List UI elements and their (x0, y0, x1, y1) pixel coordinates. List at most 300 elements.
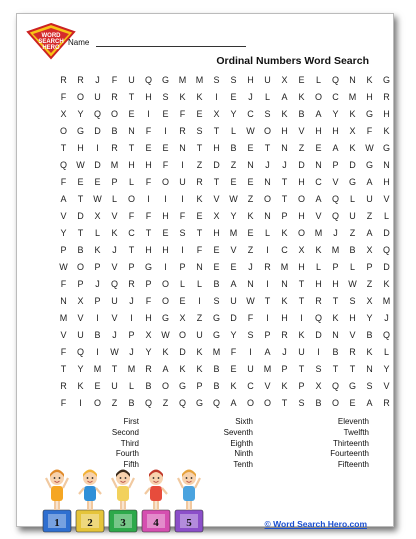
grid-letter: I (164, 194, 167, 204)
grid-letter: O (297, 194, 305, 204)
grid-letter: V (298, 126, 305, 136)
grid-letter: V (349, 330, 356, 340)
grid-letter: Q (331, 211, 339, 221)
grid-letter: J (112, 330, 117, 340)
grid-letter: B (213, 279, 220, 289)
grid-letter: K (281, 109, 288, 119)
grid-letter: V (383, 381, 390, 391)
grid-letter: K (196, 92, 203, 102)
grid-letter: J (95, 279, 100, 289)
grid-letter: I (249, 347, 252, 357)
grid-letter: M (195, 75, 204, 85)
grid-letter: P (281, 364, 288, 374)
grid-letter: O (161, 177, 169, 187)
grid-letter: T (60, 143, 67, 153)
grid-letter: O (263, 194, 271, 204)
grid-letter: E (315, 143, 322, 153)
grid-letter: B (128, 398, 135, 408)
grid-letter: H (315, 279, 322, 289)
kid-leg (190, 500, 193, 510)
word-list-column-3 (330, 417, 369, 471)
grid-letter: T (128, 143, 135, 153)
copyright-link[interactable]: © Word Search Hero.com (264, 519, 367, 529)
grid-letter: R (383, 398, 390, 408)
grid-letter: L (179, 279, 185, 289)
grid-letter: H (128, 160, 135, 170)
grid-letter: O (314, 92, 322, 102)
grid-letter: K (298, 330, 305, 340)
grid-letter: X (145, 330, 152, 340)
grid-letter: F (60, 177, 67, 187)
kid-eye (92, 477, 94, 479)
grid-letter: T (60, 364, 67, 374)
grid-letter: O (263, 126, 271, 136)
grid-letter: B (77, 245, 84, 255)
grid-letter: D (213, 160, 220, 170)
grid-letter: H (383, 109, 390, 119)
grid-letter: Y (383, 364, 390, 374)
grid-letter: Z (230, 160, 237, 170)
grid-letter: L (196, 279, 202, 289)
grid-letter: N (281, 143, 288, 153)
grid-letter: E (162, 228, 169, 238)
grid-letter: N (60, 296, 67, 306)
grid-letter: F (145, 296, 152, 306)
kid-leg (186, 500, 189, 510)
grid-letter: O (263, 398, 271, 408)
kid-leg (91, 500, 94, 510)
kid-leg (87, 500, 90, 510)
grid-letter: Q (331, 381, 339, 391)
grid-letter: E (213, 262, 220, 272)
grid-letter: D (298, 160, 305, 170)
grid-letter: K (281, 296, 288, 306)
grid-letter: E (94, 177, 101, 187)
grid-letter: W (93, 194, 102, 204)
grid-letter: D (94, 126, 101, 136)
grid-letter: E (94, 381, 101, 391)
grid-letter: R (128, 279, 135, 289)
grid-letter: B (366, 330, 373, 340)
grid-letter: G (382, 143, 390, 153)
grid-letter: X (281, 75, 288, 85)
grid-letter: K (383, 126, 390, 136)
logo-text: SEARCH (38, 39, 64, 45)
grid-letter: T (298, 296, 305, 306)
grid-letter: B (145, 381, 152, 391)
word-list-item: Eleventh (337, 417, 369, 426)
grid-letter: I (96, 313, 99, 323)
grid-letter: K (383, 279, 390, 289)
grid-letter: S (213, 296, 220, 306)
grid-letter: A (281, 92, 288, 102)
grid-letter: M (331, 245, 340, 255)
grid-letter: H (298, 262, 305, 272)
grid-letter: F (60, 398, 67, 408)
word-list-item: Twelfth (343, 427, 369, 437)
grid-letter: E (349, 398, 356, 408)
grid-letter: F (60, 92, 67, 102)
word-list-item: Second (111, 427, 139, 437)
grid-letter: U (111, 296, 118, 306)
kid-arm (162, 488, 167, 494)
grid-letter: W (76, 160, 85, 170)
grid-letter: J (129, 296, 134, 306)
grid-letter: E (247, 143, 254, 153)
grid-letter: Z (111, 398, 118, 408)
grid-letter: A (366, 228, 373, 238)
grid-letter: G (365, 109, 373, 119)
grid-letter: H (298, 177, 305, 187)
grid-letter: P (366, 262, 373, 272)
grid-letter: M (263, 364, 272, 374)
grid-letter: I (164, 262, 167, 272)
grid-letter: E (162, 143, 169, 153)
grid-letter: O (93, 398, 101, 408)
grid-letter: E (230, 364, 237, 374)
grid-letter: L (315, 75, 321, 85)
grid-letter: S (349, 296, 356, 306)
word-list-column-1 (112, 417, 139, 471)
grid-letter: K (247, 211, 254, 221)
name-label: Name (68, 38, 90, 47)
grid-letter: O (76, 262, 84, 272)
grid-letter: I (96, 347, 99, 357)
grid-letter: V (111, 211, 118, 221)
grid-letter: I (266, 313, 269, 323)
grid-letter: U (230, 296, 237, 306)
grid-letter: W (110, 347, 119, 357)
grid-letter: U (264, 75, 271, 85)
grid-letter: W (365, 143, 374, 153)
grid-letter: Z (162, 398, 169, 408)
grid-letter: Q (382, 245, 390, 255)
grid-letter: B (349, 245, 356, 255)
grid-letter: E (128, 109, 135, 119)
grid-letter: P (264, 330, 271, 340)
grid-letter: A (315, 194, 322, 204)
grid-letter: T (196, 143, 203, 153)
grid-letter: K (77, 381, 84, 391)
grid-letter: K (366, 347, 373, 357)
logo-text: HERO (42, 45, 60, 51)
grid-letter: E (77, 177, 84, 187)
grid-letter: T (332, 364, 339, 374)
grid-letter: H (145, 160, 152, 170)
grid-letter: K (315, 245, 322, 255)
kid-body (117, 486, 129, 501)
grid-letter: H (213, 143, 220, 153)
grid-letter: N (315, 160, 322, 170)
grid-letter: N (332, 330, 339, 340)
grid-letter: R (349, 347, 356, 357)
grid-letter: K (332, 313, 339, 323)
grid-letter: Y (366, 313, 373, 323)
grid-letter: T (196, 228, 203, 238)
logo-text: WORD (41, 33, 61, 39)
grid-letter: I (181, 194, 184, 204)
grid-letter: Z (247, 245, 254, 255)
grid-letter: U (94, 92, 101, 102)
grid-letter: P (94, 296, 101, 306)
grid-letter: T (264, 143, 271, 153)
grid-letter: F (162, 160, 169, 170)
grid-letter: W (161, 330, 170, 340)
grid-letter: G (348, 381, 356, 391)
grid-letter: R (60, 381, 67, 391)
grid-letter: A (230, 398, 237, 408)
grid-letter: K (162, 347, 169, 357)
grid-letter: S (298, 398, 305, 408)
grid-letter: M (178, 75, 187, 85)
grid-letter: P (332, 160, 339, 170)
grid-letter: B (94, 330, 101, 340)
grid-letter: Y (77, 109, 84, 119)
grid-letter: H (247, 75, 254, 85)
grid-letter: P (111, 177, 118, 187)
grid-letter: Q (59, 160, 67, 170)
grid-letter: P (128, 262, 135, 272)
grid-letter: S (264, 109, 271, 119)
grid-letter: O (178, 330, 186, 340)
grid-letter: T (128, 92, 135, 102)
grid-letter: I (181, 245, 184, 255)
grid-letter: P (332, 262, 339, 272)
grid-letter: O (127, 194, 135, 204)
grid-letter: J (333, 228, 338, 238)
grid-letter: R (111, 143, 118, 153)
kid-arm (145, 488, 150, 494)
grid-letter: J (265, 160, 270, 170)
grid-letter: A (332, 143, 339, 153)
grid-letter: I (266, 279, 269, 289)
grid-letter: C (128, 228, 135, 238)
grid-letter: M (382, 296, 391, 306)
grid-letter: V (315, 211, 322, 221)
word-list-item: Ninth (234, 449, 253, 459)
grid-letter: K (179, 92, 186, 102)
grid-letter: M (229, 228, 238, 238)
grid-letter: L (230, 126, 236, 136)
grid-letter: U (179, 177, 186, 187)
grid-letter: H (366, 92, 373, 102)
grid-letter: F (366, 126, 373, 136)
grid-letter: F (247, 313, 254, 323)
grid-letter: H (162, 211, 169, 221)
grid-letter: H (162, 245, 169, 255)
grid-letter: Q (110, 279, 118, 289)
grid-letter: V (111, 262, 118, 272)
grid-letter: D (77, 211, 84, 221)
grid-letter: Q (314, 313, 322, 323)
grid-letter: I (300, 313, 303, 323)
grid-letter: R (60, 75, 67, 85)
grid-letter: V (383, 194, 390, 204)
grid-letter: N (383, 160, 390, 170)
grid-letter: D (383, 262, 390, 272)
grid-letter: R (179, 126, 186, 136)
kid-arm (79, 488, 84, 494)
grid-letter: P (179, 262, 186, 272)
grid-letter: C (315, 177, 322, 187)
grid-letter: T (213, 126, 220, 136)
grid-letter: T (349, 364, 356, 374)
grid-letter: H (332, 126, 339, 136)
grid-letter: Y (230, 109, 237, 119)
grid-letter: J (129, 347, 134, 357)
grid-letter: C (281, 245, 288, 255)
kid-body (84, 486, 96, 501)
kid-eye (191, 477, 193, 479)
word-list-item: Fourteenth (330, 449, 369, 459)
grid-letter: X (213, 211, 220, 221)
grid-letter: P (60, 245, 67, 255)
grid-letter: E (230, 177, 237, 187)
grid-letter: X (366, 296, 373, 306)
grid-letter: B (111, 126, 118, 136)
grid-letter: T (111, 364, 118, 374)
grid-letter: H (145, 92, 152, 102)
grid-letter: Z (366, 279, 373, 289)
grid-letter: T (281, 194, 288, 204)
grid-letter: W (246, 296, 255, 306)
grid-letter: T (281, 398, 288, 408)
grid-letter: P (298, 381, 305, 391)
grid-letter: L (128, 381, 134, 391)
grid-letter: N (247, 160, 254, 170)
grid-letter: X (315, 381, 322, 391)
grid-letter: B (315, 398, 322, 408)
grid-letter: B (213, 364, 220, 374)
grid-letter: L (94, 228, 100, 238)
grid-letter: D (349, 160, 356, 170)
word-list-item: Fifteenth (337, 460, 369, 470)
grid-letter: R (383, 92, 390, 102)
grid-letter: S (230, 75, 237, 85)
grid-letter: K (298, 92, 305, 102)
grid-letter: J (248, 262, 253, 272)
word-list-item: First (123, 417, 139, 426)
podium-number: 2 (87, 517, 93, 529)
grid-letter: N (281, 279, 288, 289)
grid-letter: P (77, 279, 84, 289)
grid-letter: M (314, 228, 323, 238)
word-list-item: Sixth (235, 417, 253, 426)
name-field-line[interactable] (96, 46, 246, 47)
grid-letter: W (348, 279, 357, 289)
grid-letter: K (196, 347, 203, 357)
grid-letter: O (246, 398, 254, 408)
kid-eye (59, 477, 61, 479)
kid-leg (124, 500, 127, 510)
grid-letter: N (128, 126, 135, 136)
grid-letter: G (178, 381, 186, 391)
grid-letter: X (349, 126, 356, 136)
grid-letter: I (147, 194, 150, 204)
grid-letter: D (179, 347, 186, 357)
grid-letter: E (247, 228, 254, 238)
grid-letter: M (110, 160, 119, 170)
grid-letter: Z (196, 160, 203, 170)
grid-letter: N (264, 211, 271, 221)
grid-letter: T (77, 228, 84, 238)
grid-letter: H (332, 279, 339, 289)
grid-letter: H (77, 143, 84, 153)
grid-letter: I (266, 245, 269, 255)
grid-letter: J (248, 92, 253, 102)
grid-letter: Y (60, 228, 67, 238)
grid-letter: A (60, 194, 67, 204)
grid-letter: M (280, 262, 289, 272)
grid-letter: X (60, 109, 67, 119)
grid-letter: O (161, 381, 169, 391)
grid-letter: X (179, 313, 186, 323)
grid-letter: J (282, 347, 287, 357)
grid-letter: K (179, 364, 186, 374)
grid-letter: E (230, 262, 237, 272)
grid-letter: V (60, 211, 67, 221)
grid-letter: L (264, 92, 270, 102)
grid-letter: G (348, 177, 356, 187)
kid-body (150, 486, 162, 501)
word-list-item: Eighth (230, 438, 253, 448)
grid-letter: T (128, 245, 135, 255)
grid-letter: Z (247, 194, 254, 204)
grid-letter: T (298, 279, 305, 289)
grid-letter: N (366, 364, 373, 374)
kid-eye (153, 477, 155, 479)
grid-letter: E (298, 75, 305, 85)
grid-letter: O (110, 109, 118, 119)
grid-letter: G (195, 398, 203, 408)
word-list-item: Fifth (123, 460, 139, 470)
grid-letter: K (196, 194, 203, 204)
grid-letter: J (95, 75, 100, 85)
grid-letter: U (128, 75, 135, 85)
grid-letter: C (247, 109, 254, 119)
grid-letter: L (315, 262, 321, 272)
grid-letter: R (77, 75, 84, 85)
grid-letter: Z (366, 211, 373, 221)
grid-letter: Z (196, 313, 203, 323)
grid-letter: T (264, 296, 271, 306)
grid-letter: G (382, 75, 390, 85)
grid-letter: G (144, 262, 152, 272)
grid-letter: G (161, 75, 169, 85)
grid-letter: X (77, 296, 84, 306)
grid-letter: H (383, 177, 390, 187)
grid-letter: I (79, 398, 82, 408)
grid-letter: F (230, 347, 237, 357)
grid-letter: M (127, 364, 136, 374)
grid-letter: H (281, 313, 288, 323)
word-list-item: Fourth (115, 449, 139, 459)
grid-letter: F (179, 109, 186, 119)
grid-letter: B (298, 109, 305, 119)
kid-arm (96, 488, 101, 494)
grid-letter: V (230, 245, 237, 255)
grid-letter: N (247, 279, 254, 289)
grid-letter: L (349, 262, 355, 272)
grid-letter: X (298, 245, 305, 255)
grid-letter: L (128, 177, 134, 187)
grid-letter: S (315, 364, 322, 374)
grid-letter: I (215, 92, 218, 102)
grid-letter: P (281, 211, 288, 221)
grid-letter: X (94, 211, 101, 221)
grid-letter: Q (76, 347, 84, 357)
grid-letter: T (298, 364, 305, 374)
